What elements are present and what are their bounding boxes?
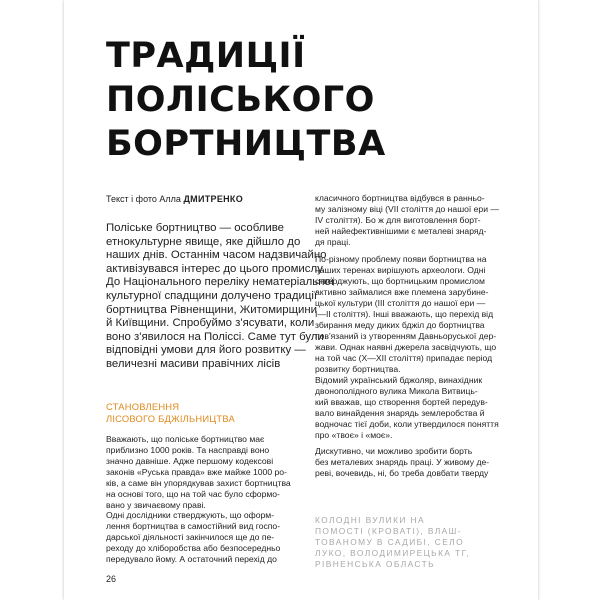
caption-line: ТОВАНОМУ В САДИБІ, СЕЛО [315, 537, 464, 547]
photo-caption [315, 515, 470, 570]
lead-line: культурної спадщини долучено традиції [106, 289, 318, 302]
body-line: I—II століття). Інші вважають, що перехід від [315, 309, 494, 319]
body-paragraph-left-2 [106, 510, 311, 565]
body-line: приблизно 1000 років. Та насправді воно [106, 445, 270, 455]
lead-line: До Національного переліку нематеріальної [106, 276, 335, 289]
body-line: передувало йому. А остаточний перехід до [106, 554, 277, 564]
body-line: му залізному віці (VII століття до нашої ери — [315, 204, 499, 214]
body-line: лення бортництва в самостійний вид госпо- [106, 521, 281, 531]
body-paragraph-right-3 [315, 375, 520, 441]
magazine-page [64, 0, 538, 600]
byline-author: ДМИТРЕНКО [183, 194, 244, 204]
title-line: ТРАДИЦІЇ [106, 36, 306, 76]
body-line: двонополідного вулика Микола Витвиць- [315, 386, 478, 396]
byline-prefix: Текст і фото Алла [106, 194, 181, 204]
section-heading-line: ЛІСОВОГО БДЖІЛЬНИЦТВА [106, 413, 235, 424]
title-line: БОРТНИЦТВА [106, 124, 386, 164]
lead-line: Поліське бортництво — особливе [106, 222, 284, 234]
body-line: вало винайдення знарядь землеробства й [315, 408, 485, 418]
body-line: цької культури (III століття до нашої ери — [315, 298, 486, 308]
title-line: ПОЛІСЬКОГО [106, 80, 375, 120]
body-line: без металевих знарядь праці. У живому де- [315, 457, 490, 467]
body-line: на основі того, що на той час було сформо- [106, 489, 280, 499]
lead-line: бортництва Рівненщини, Житомирщини [106, 303, 318, 316]
body-line: розвитку бортництва. [315, 364, 401, 374]
caption-line: ПОМОСТІ (КРОВАТІ), ВЛАШ- [315, 526, 462, 536]
body-paragraph-left-1 [106, 434, 311, 511]
lead-line: величезні масиви правічних лісів [106, 357, 281, 370]
body-line: ней найефективнішими є металеві знаряд- [315, 226, 487, 236]
body-line: стверджують, що бортницьким промислом [315, 276, 485, 286]
body-line: кий вважав, що створення бортей передув- [315, 397, 488, 407]
body-line: По-різному проблему появи бортництва на [315, 254, 487, 264]
body-line: IV століття). Бо ж для виготовлення борт- [315, 215, 481, 225]
body-line: на той час (X—XII століття) припадає період [315, 353, 493, 363]
lead-line: воно з'явилося на Поліссі. Саме тут були [106, 330, 324, 343]
article-title [106, 34, 386, 166]
section-heading-line: СТАНОВЛЕННЯ [106, 401, 180, 412]
body-line: Одні дослідники стверджують, що оформ- [106, 510, 275, 520]
body-line: про «твоє» і «моє». [315, 430, 393, 440]
body-line: активно займалися вже племена зарубине- [315, 287, 489, 297]
body-line: вано у звичаєвому праві. [106, 500, 206, 510]
caption-line: РІВНЕНСЬКА ОБЛАСТЬ [315, 559, 436, 569]
caption-line: КОЛОДНІ ВУЛИКИ НА [315, 515, 425, 525]
body-line: жави. Однак наявні джерела засвідчують, що [315, 342, 497, 352]
body-line: законів «Руська правда» вже майже 1000 ро- [106, 467, 287, 477]
lead-line: етнокультурне явище, яке дійшло до [106, 235, 301, 248]
body-paragraph-right-4 [315, 446, 520, 479]
page-number: 26 [106, 574, 117, 584]
body-paragraph-right-1 [315, 193, 520, 248]
body-line: ків, а саме він упорядкував захист бортництва [106, 478, 291, 488]
body-line: реві, вочевидь, ні, бо треба довбати тверду [315, 468, 489, 478]
body-paragraph-right-2 [315, 254, 520, 375]
caption-line: ЛУКО, ВОЛОДИМИРЕЦЬКА ТГ, [315, 548, 471, 558]
lead-line: наших днів. Останнім часом надзвичайно [106, 249, 327, 262]
body-line: Вважають, що поліське бортництво має [106, 434, 265, 444]
body-line: класичного бортництва відбувся в ранньо- [315, 193, 485, 203]
body-line: дя праці. [315, 237, 351, 247]
body-line: реходу до хліборобства або безпосередньо [106, 543, 281, 553]
body-line: дарської діяльності закінчилося ще до пе- [106, 532, 275, 542]
section-heading [106, 401, 235, 425]
body-line: збирання меду диких бджіл до бортництва [315, 320, 485, 330]
body-line: Відомий український бджоляр, винахідник [315, 375, 483, 385]
body-line: наших теренах вирішують археологи. Одні [315, 265, 486, 275]
body-line: водночас тієї доби, коли утвердилося поняття [315, 419, 499, 429]
lead-line: й Київщини. Спробуймо з'ясувати, коли [106, 317, 315, 330]
body-line: Дискутивно, чи можливо зробити борть [315, 446, 473, 456]
lead-line: активізувався інтерес до цього промислу. [106, 262, 325, 275]
lead-line: відповідні умови для його розвитку — [106, 344, 306, 357]
body-line: значно давніше. Адже першому кодексові [106, 456, 274, 466]
byline [106, 194, 243, 204]
body-line: пов'язаний із утворенням Давньоруської дер- [315, 331, 497, 341]
